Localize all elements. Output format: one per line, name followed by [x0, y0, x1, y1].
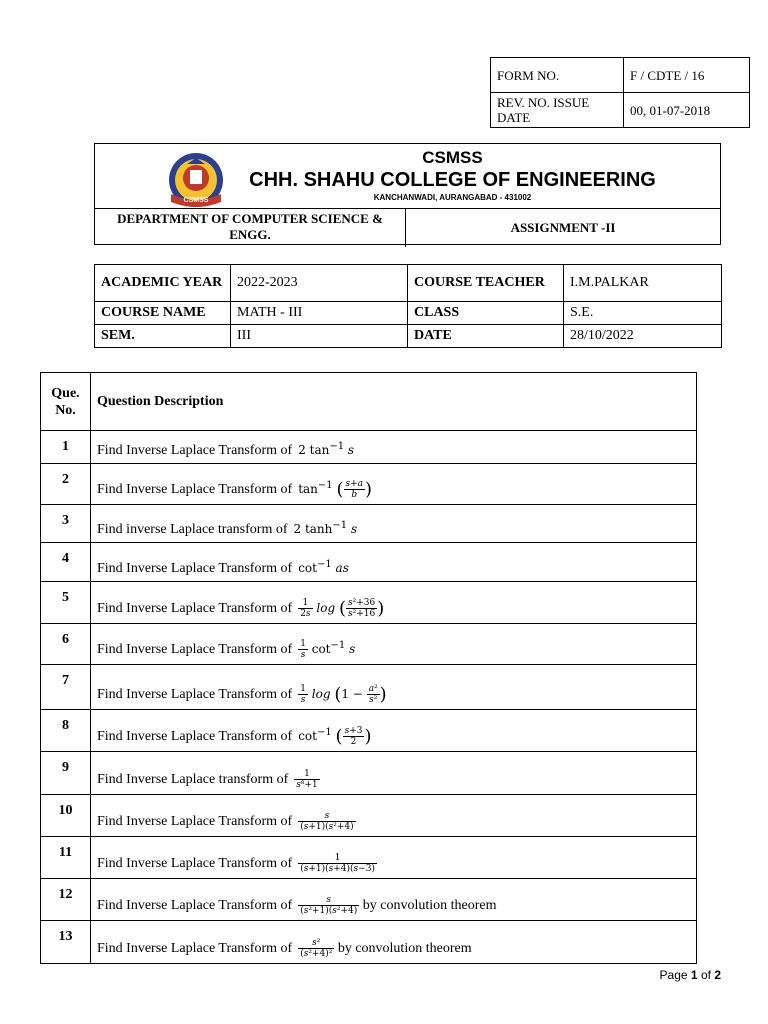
page-footer	[660, 968, 721, 982]
college-short-name: CSMSS	[422, 148, 483, 167]
question-formula: 2 $\tanh^{-1} s$	[293, 520, 358, 536]
question-description: Find Inverse Laplace Transform of $\frac{1}{2s}$ log ( $\frac{\text{s²+36}}{\text{s²+16}}$ )	[91, 582, 697, 624]
question-number: 12	[41, 879, 91, 921]
question-number: 5	[41, 582, 91, 624]
rev-label: REV. NO. ISSUE DATE	[491, 93, 624, 128]
question-formula: $\cot^{-1}$ ( $\frac{s+3}{2}$ )	[298, 726, 372, 747]
question-number: 6	[41, 624, 91, 665]
question-formula: 2 $\tan^{-1} s$	[298, 441, 355, 457]
question-number: 2	[41, 464, 91, 505]
question-number: 8	[41, 710, 91, 752]
question-description: Find Inverse Laplace Transform of $\cot^{-1}$ ( $\frac{s+3}{2}$ )	[91, 710, 697, 752]
question-description: Find Inverse Laplace transform of $\frac{1}{\text{s⁸+1}}$	[91, 752, 697, 795]
header-row	[95, 208, 720, 247]
class-value: S.E.	[564, 302, 722, 325]
course-name-label: COURSE NAME	[95, 302, 231, 325]
question-formula: $\cot^{-1}$ as	[298, 559, 349, 575]
question-number: 1	[41, 431, 91, 464]
question-formula: $\frac{1}{\text{s⁸+1}}$	[296, 769, 318, 790]
question-formula: $\frac{1}{(s+1)(s+4)(s-3)}$	[300, 853, 375, 874]
question-description: Find Inverse Laplace Transform of $\frac{s}{\text{(s+1)(s²+4)}}$	[91, 795, 697, 837]
question-formula: $\frac{\text{s²}}{\text{(s²+4)²}}$	[300, 938, 333, 959]
question-formula: $\frac{s}{\text{(s²+1)(s²+4)}}$	[300, 895, 358, 916]
academic-year-label: ACADEMIC YEAR	[95, 265, 231, 302]
form-number-table	[490, 57, 750, 128]
question-description: Find Inverse Laplace Transform of $\frac{s}{\text{(s²+1)(s²+4)}}$ by convolution theorem	[91, 879, 697, 921]
academic-year-value: 2022-2023	[231, 265, 408, 302]
rev-value: 00, 01-07-2018	[624, 93, 750, 128]
college-header	[94, 143, 721, 245]
logo-text: CSMSS	[183, 197, 209, 204]
question-suffix: by convolution theorem	[362, 898, 497, 913]
question-number: 3	[41, 505, 91, 543]
sem-value: III	[231, 325, 408, 348]
question-number: 11	[41, 837, 91, 879]
question-formula: $\frac{s}{\text{(s+1)(s²+4)}}$	[300, 811, 354, 832]
form-no-label: FORM NO.	[491, 58, 624, 93]
date-label: DATE	[408, 325, 564, 348]
question-description: Find Inverse Laplace Transform of 2 $\tan^{-1} s$	[91, 431, 697, 464]
question-description: Find Inverse Laplace Transform of $\frac{\text{s²}}{\text{(s²+4)²}}$ by convolution theorem	[91, 921, 697, 964]
page-number: 1	[690, 968, 698, 982]
college-name: CHH. SHAHU COLLEGE OF ENGINEERING	[249, 169, 656, 191]
sem-label: SEM.	[95, 325, 231, 348]
question-number: 9	[41, 752, 91, 795]
form-no-value: F / CDTE / 16	[624, 58, 750, 93]
questions-table	[40, 372, 697, 964]
course-teacher-value: I.M.PALKAR	[564, 265, 722, 302]
page-total: 2	[714, 968, 721, 982]
assignment-title: ASSIGNMENT -II	[510, 220, 616, 235]
course-info-table	[94, 264, 722, 348]
question-description: Find Inverse Laplace Transform of $\frac{1}{s}$ log (1 − $\frac{\text{a²}}{\text{s²}}$ )	[91, 665, 697, 710]
question-number: 13	[41, 921, 91, 964]
department-name: DEPARTMENT OF COMPUTER SCIENCE & ENGG.	[95, 209, 406, 247]
question-description: Find Inverse Laplace Transform of $\tan^{-1}$ ( $\frac{s+a}{b}$ )	[91, 464, 697, 505]
course-teacher-label: COURSE TEACHER	[408, 265, 564, 302]
course-name-value: MATH - III	[231, 302, 408, 325]
of-word: of	[700, 968, 711, 982]
question-formula: $\frac{1}{2s}$ log ( $\frac{\text{s²+36}}{\text{s²+16}}$ )	[300, 598, 385, 619]
college-address: KANCHANWADI, AURANGABAD - 431002	[373, 193, 532, 202]
class-label: CLASS	[408, 302, 564, 325]
question-formula: $\frac{1}{s}$ log (1 − $\frac{\text{a²}}{\text{s²}}$ )	[300, 684, 387, 705]
question-formula: $\frac{1}{s}$ $\cot^{-1} s$	[300, 639, 356, 660]
question-suffix: by convolution theorem	[337, 941, 472, 956]
question-description: Find Inverse Laplace Transform of $\cot^{-1}$ as	[91, 543, 697, 582]
question-number: 10	[41, 795, 91, 837]
page-word: Page	[659, 968, 688, 982]
question-description: Find inverse Laplace transform of 2 $\tanh^{-1} s$	[91, 505, 697, 543]
question-description: Find Inverse Laplace Transform of $\frac{1}{s}$ $\cot^{-1} s$	[91, 624, 697, 665]
question-number-header: Que. No.	[41, 373, 91, 431]
question-description-header: Question Description	[91, 373, 697, 431]
question-number: 4	[41, 543, 91, 582]
question-formula: $\tan^{-1}$ ( $\frac{s+a}{b}$ )	[298, 479, 373, 500]
question-number: 7	[41, 665, 91, 710]
question-description: Find Inverse Laplace Transform of $\frac{1}{(s+1)(s+4)(s-3)}$	[91, 837, 697, 879]
date-value: 28/10/2022	[564, 325, 722, 348]
